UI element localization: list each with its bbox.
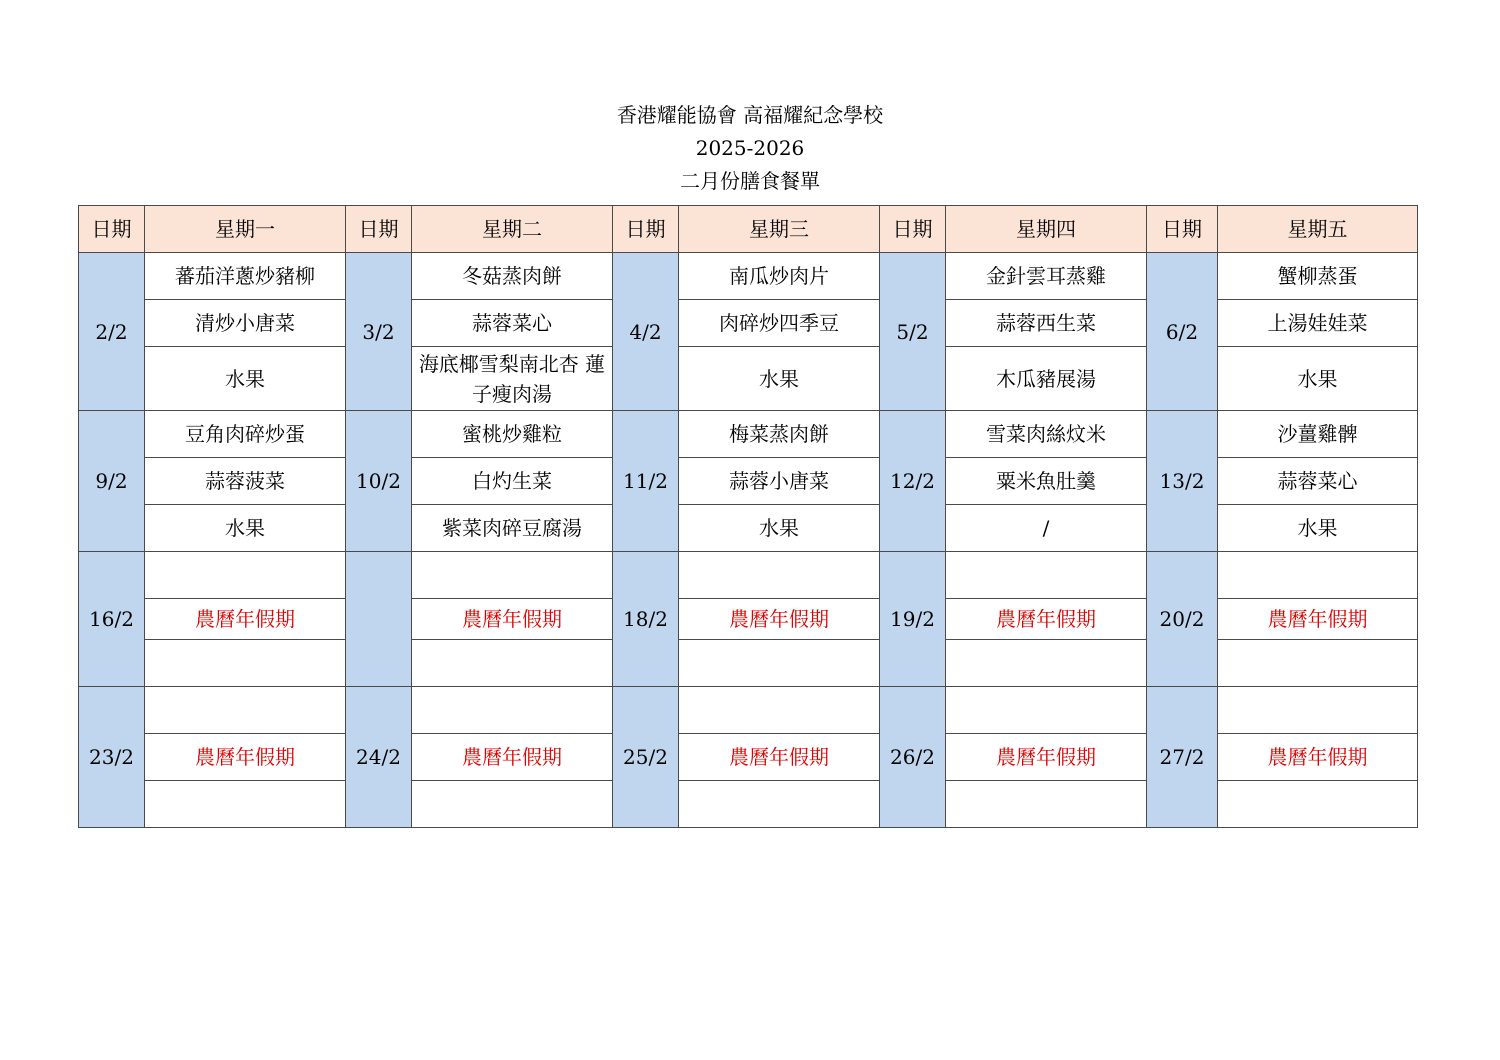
date-cell: 5/2	[880, 253, 946, 411]
empty-cell	[412, 687, 613, 734]
holiday-cell: 農曆年假期	[412, 599, 613, 640]
date-cell: 25/2	[613, 687, 679, 828]
dish-cell: 水果	[679, 347, 880, 411]
day-header-tue: 星期二	[412, 206, 613, 253]
empty-cell	[145, 781, 346, 828]
date-cell: 12/2	[880, 411, 946, 552]
table-row	[79, 458, 1418, 505]
dish-cell: 上湯娃娃菜	[1218, 300, 1418, 347]
day-header-wed: 星期三	[679, 206, 880, 253]
dish-cell: 沙薑雞髀	[1218, 411, 1418, 458]
table-row	[79, 781, 1418, 828]
date-cell: 4/2	[613, 253, 679, 411]
dish-cell: 水果	[145, 505, 346, 552]
date-cell: 6/2	[1147, 253, 1218, 411]
date-header: 日期	[79, 206, 145, 253]
dish-cell: 白灼生菜	[412, 458, 613, 505]
table-row	[79, 552, 1418, 599]
holiday-cell: 農曆年假期	[946, 599, 1147, 640]
empty-cell	[679, 781, 880, 828]
empty-cell	[946, 687, 1147, 734]
empty-cell	[145, 552, 346, 599]
holiday-cell: 農曆年假期	[145, 734, 346, 781]
dish-cell: 梅菜蒸肉餅	[679, 411, 880, 458]
date-header: 日期	[613, 206, 679, 253]
date-cell: 10/2	[346, 411, 412, 552]
dish-cell: 南瓜炒肉片	[679, 253, 880, 300]
date-cell	[346, 552, 412, 687]
dish-cell: 冬菇蒸肉餅	[412, 253, 613, 300]
empty-cell	[946, 552, 1147, 599]
dish-cell: 蒜蓉菠菜	[145, 458, 346, 505]
dish-cell: 豆角肉碎炒蛋	[145, 411, 346, 458]
dish-cell: 蒜蓉西生菜	[946, 300, 1147, 347]
dish-cell: 粟米魚肚羹	[946, 458, 1147, 505]
day-header-fri: 星期五	[1218, 206, 1418, 253]
date-cell: 20/2	[1147, 552, 1218, 687]
date-header: 日期	[346, 206, 412, 253]
dish-cell: 蒜蓉小唐菜	[679, 458, 880, 505]
date-cell: 13/2	[1147, 411, 1218, 552]
dish-cell: 水果	[679, 505, 880, 552]
table-row	[79, 411, 1418, 458]
empty-cell	[679, 552, 880, 599]
dish-cell: 水果	[1218, 505, 1418, 552]
date-header: 日期	[1147, 206, 1218, 253]
date-cell: 23/2	[79, 687, 145, 828]
date-cell: 2/2	[79, 253, 145, 411]
dish-cell: 海底椰雪梨南北杏 蓮子瘦肉湯	[412, 347, 613, 411]
empty-cell	[679, 640, 880, 687]
day-header-mon: 星期一	[145, 206, 346, 253]
dish-cell: 水果	[1218, 347, 1418, 411]
dish-cell: 蒜蓉菜心	[412, 300, 613, 347]
date-cell: 27/2	[1147, 687, 1218, 828]
dish-cell: 蜜桃炒雞粒	[412, 411, 613, 458]
date-cell: 24/2	[346, 687, 412, 828]
holiday-cell: 農曆年假期	[412, 734, 613, 781]
empty-cell	[946, 781, 1147, 828]
dish-cell: /	[946, 505, 1147, 552]
date-cell: 9/2	[79, 411, 145, 552]
holiday-cell: 農曆年假期	[1218, 599, 1418, 640]
empty-cell	[1218, 640, 1418, 687]
dish-cell: 水果	[145, 347, 346, 411]
empty-cell	[946, 640, 1147, 687]
school-year: 2025-2026	[695, 136, 805, 160]
empty-cell	[412, 640, 613, 687]
empty-cell	[412, 552, 613, 599]
empty-cell	[1218, 687, 1418, 734]
empty-cell	[145, 640, 346, 687]
holiday-cell: 農曆年假期	[1218, 734, 1418, 781]
empty-cell	[145, 687, 346, 734]
school-name: 香港耀能協會 高福耀紀念學校	[616, 103, 884, 127]
date-header: 日期	[880, 206, 946, 253]
table-row	[79, 599, 1418, 640]
dish-cell: 蕃茄洋蔥炒豬柳	[145, 253, 346, 300]
date-cell: 18/2	[613, 552, 679, 687]
dish-cell: 蒜蓉菜心	[1218, 458, 1418, 505]
holiday-cell: 農曆年假期	[946, 734, 1147, 781]
table-row	[79, 505, 1418, 552]
dish-cell: 木瓜豬展湯	[946, 347, 1147, 411]
table-row	[79, 347, 1418, 411]
dish-cell: 金針雲耳蒸雞	[946, 253, 1147, 300]
empty-cell	[1218, 781, 1418, 828]
menu-table	[78, 205, 1418, 828]
dish-cell: 雪菜肉絲炆米	[946, 411, 1147, 458]
table-row	[79, 687, 1418, 734]
empty-cell	[679, 687, 880, 734]
table-row	[79, 253, 1418, 300]
dish-cell: 清炒小唐菜	[145, 300, 346, 347]
date-cell: 19/2	[880, 552, 946, 687]
date-cell: 26/2	[880, 687, 946, 828]
header-row	[79, 206, 1418, 253]
holiday-cell: 農曆年假期	[145, 599, 346, 640]
empty-cell	[1218, 552, 1418, 599]
day-header-thu: 星期四	[946, 206, 1147, 253]
table-row	[79, 640, 1418, 687]
dish-cell: 蟹柳蒸蛋	[1218, 253, 1418, 300]
table-row	[79, 300, 1418, 347]
empty-cell	[412, 781, 613, 828]
date-cell: 11/2	[613, 411, 679, 552]
holiday-cell: 農曆年假期	[679, 734, 880, 781]
date-cell: 16/2	[79, 552, 145, 687]
holiday-cell: 農曆年假期	[679, 599, 880, 640]
table-row	[79, 734, 1418, 781]
date-cell: 3/2	[346, 253, 412, 411]
dish-cell: 紫菜肉碎豆腐湯	[412, 505, 613, 552]
dish-cell: 肉碎炒四季豆	[679, 300, 880, 347]
menu-title: 二月份膳食餐單	[680, 169, 820, 193]
